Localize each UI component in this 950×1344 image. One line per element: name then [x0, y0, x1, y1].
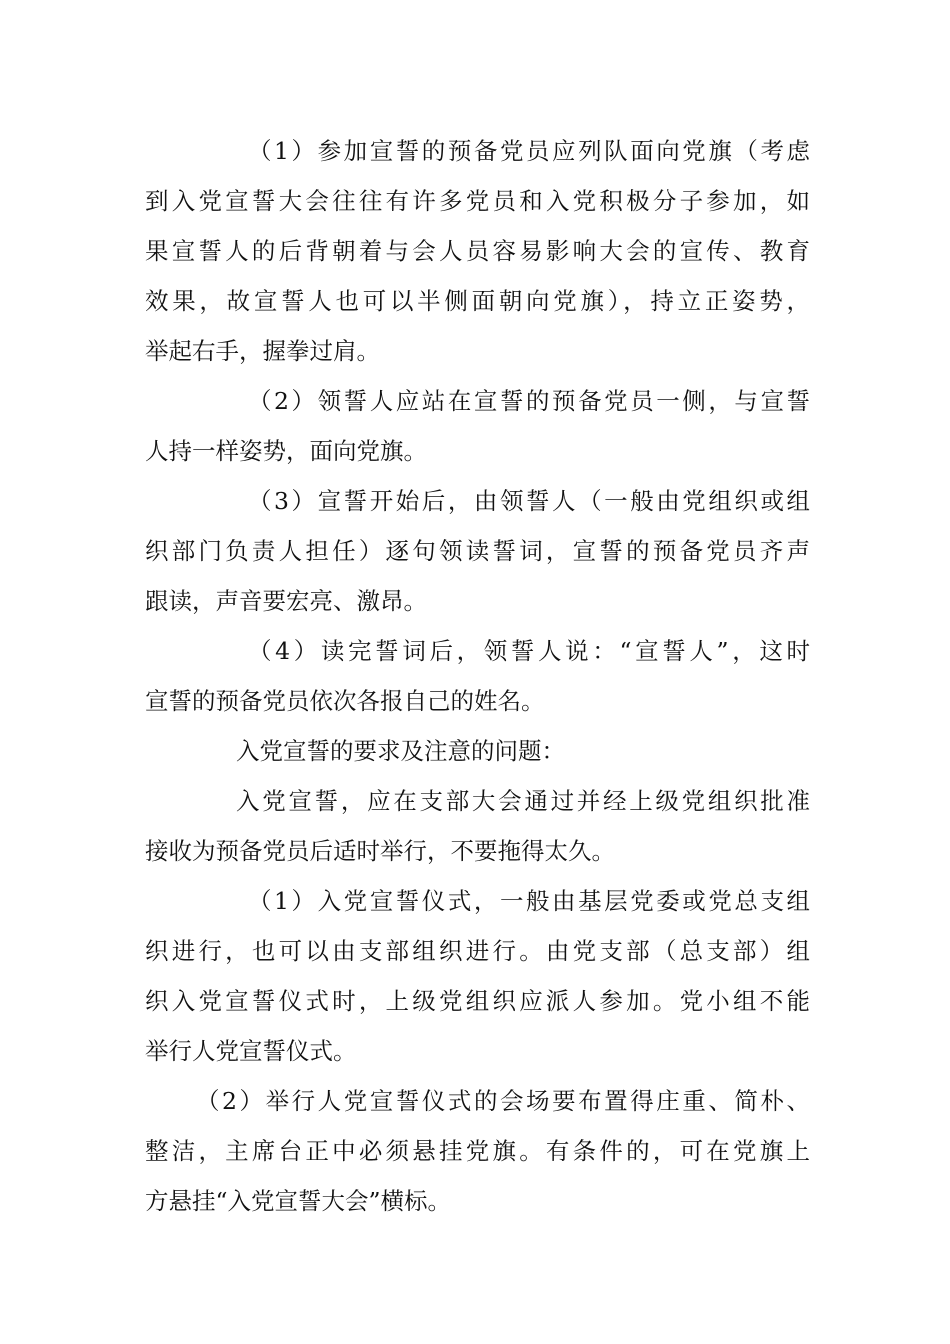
text-line-22: 方悬挂“入党宣誓大会”横标。	[145, 1187, 452, 1215]
text-line-12: 宣誓的预备党员依次各报自己的姓名。	[145, 687, 545, 715]
text-line-15: 接收为预备党员后适时举行，不要拖得太久。	[145, 837, 615, 865]
text-line-6: （2）领誓人应站在宣誓的预备党员一侧，与宣誓	[248, 387, 810, 415]
text-line-18: 织入党宣誓仪式时，上级党组织应派人参加。党小组不能	[145, 987, 810, 1015]
text-line-5: 举起右手，握拳过肩。	[145, 337, 380, 365]
text-line-9: 织部门负责人担任）逐句领读誓词，宣誓的预备党员齐声	[145, 537, 810, 565]
text-line-11: （4）读完誓词后，领誓人说：“宣誓人”，这时	[248, 637, 810, 665]
text-line-10: 跟读，声音要宏亮、激昂。	[145, 587, 427, 615]
text-line-1: （1）参加宣誓的预备党员应列队面向党旗（考虑	[248, 137, 810, 165]
text-line-3: 果宣誓人的后背朝着与会人员容易影响大会的宣传、教育	[145, 237, 810, 265]
text-line-7: 人持一样姿势，面向党旗。	[145, 437, 427, 465]
text-line-8: （3）宣誓开始后，由领誓人（一般由党组织或组	[248, 487, 810, 515]
text-line-4: 效果，故宣誓人也可以半侧面朝向党旗），持立正姿势，	[145, 287, 810, 315]
text-line-21: 整洁，主席台正中必须悬挂党旗。有条件的，可在党旗上	[145, 1137, 810, 1165]
text-line-2: 到入党宣誓大会往往有许多党员和入党积极分子参加，如	[145, 187, 810, 215]
text-line-16: （1）入党宣誓仪式，一般由基层党委或党总支组	[248, 887, 810, 915]
text-line-17: 织进行，也可以由支部组织进行。由党支部（总支部）组	[145, 937, 810, 965]
text-line-20: （2）举行人党宣誓仪式的会场要布置得庄重、简朴、	[196, 1087, 810, 1115]
text-line-13: 入党宣誓的要求及注意的问题：	[236, 737, 565, 765]
text-line-19: 举行人党宣誓仪式。	[145, 1037, 357, 1065]
text-line-14: 入党宣誓，应在支部大会通过并经上级党组织批准	[236, 787, 810, 815]
